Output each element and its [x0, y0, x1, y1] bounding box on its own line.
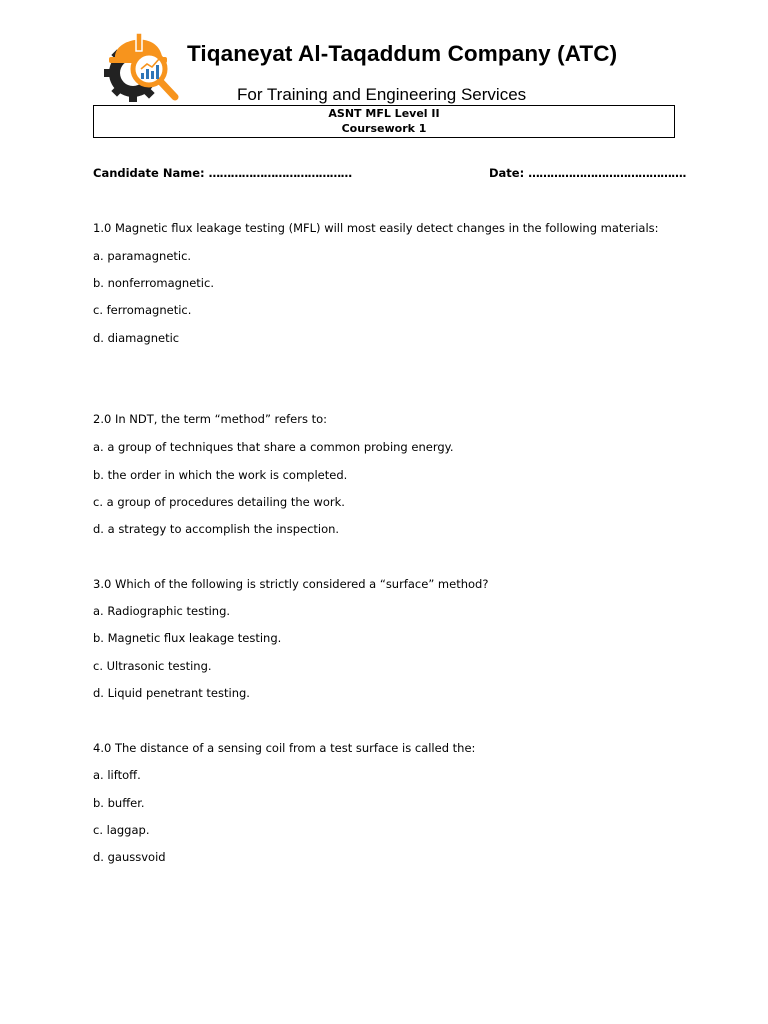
date-blank: ……………………………………. — [528, 166, 687, 180]
question-4-option-b: b. buffer. — [93, 796, 145, 810]
course-subtitle: Coursework 1 — [341, 122, 427, 135]
question-3-option-b: b. Magnetic flux leakage testing. — [93, 631, 282, 645]
candidate-name-field[interactable] — [93, 166, 352, 180]
question-2: 2.0 In NDT, the term “method” refers to: — [93, 412, 328, 426]
company-logo-icon — [103, 27, 183, 103]
question-4: 4.0 The distance of a sensing coil from a test surface is called the: — [93, 741, 476, 755]
company-title: Tiqaneyat Al-Taqaddum Company (ATC) — [187, 41, 618, 66]
date-label: Date: — [489, 166, 525, 180]
question-3-option-d: d. Liquid penetrant testing. — [93, 686, 250, 700]
company-subtitle: For Training and Engineering Services — [237, 85, 527, 104]
question-2-option-b: b. the order in which the work is completed. — [93, 468, 348, 482]
candidate-name-label: Candidate Name: — [93, 166, 205, 180]
question-4-option-d: d. gaussvoid — [93, 850, 166, 864]
course-title-box — [93, 105, 675, 138]
question-2-option-a: a. a group of techniques that share a common probing energy. — [93, 440, 454, 454]
question-3-option-a: a. Radiographic testing. — [93, 604, 231, 618]
candidate-name-blank: ………………………………… — [208, 166, 352, 180]
question-2-option-d: d. a strategy to accomplish the inspection. — [93, 522, 340, 536]
date-field[interactable] — [489, 166, 686, 180]
question-1-option-a: a. paramagnetic. — [93, 249, 192, 263]
question-1-option-d: d. diamagnetic — [93, 331, 180, 345]
question-3: 3.0 Which of the following is strictly considered a “surface” method? — [93, 577, 489, 591]
question-2-option-c: c. a group of procedures detailing the work. — [93, 495, 345, 509]
question-4-option-a: a. liftoff. — [93, 768, 141, 782]
question-1: 1.0 Magnetic flux leakage testing (MFL) will most easily detect changes in the following materials: — [93, 221, 659, 235]
course-title: ASNT MFL Level II — [328, 107, 440, 120]
question-1-option-c: c. ferromagnetic. — [93, 303, 192, 317]
question-3-option-c: c. Ultrasonic testing. — [93, 659, 212, 673]
question-4-option-c: c. laggap. — [93, 823, 150, 837]
question-1-option-b: b. nonferromagnetic. — [93, 276, 214, 290]
